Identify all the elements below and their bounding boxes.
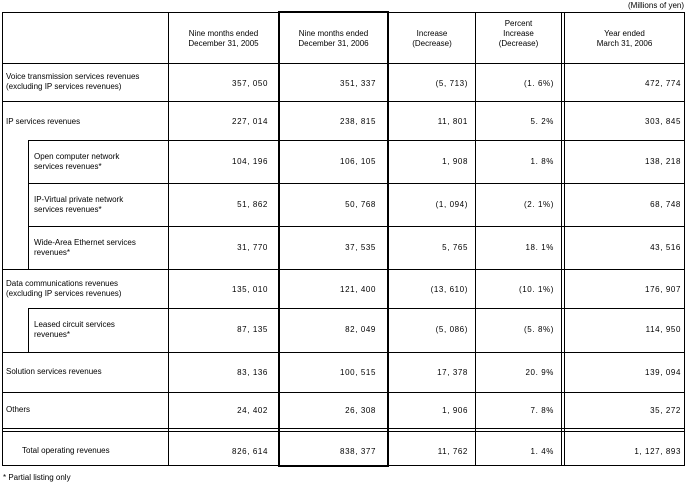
footnote: * Partial listing only xyxy=(3,473,71,482)
cell-value: 135, 010 xyxy=(232,285,268,294)
header-col-5-line1: Year ended xyxy=(604,29,645,38)
header-col-5-line2: March 31, 2006 xyxy=(596,39,653,48)
row-divider xyxy=(2,101,685,102)
cell-value: 5, 765 xyxy=(442,243,468,252)
cell-value: 303, 845 xyxy=(645,117,681,126)
header-col-1-line2: December 31, 2005 xyxy=(188,39,259,48)
cell-value: (10. 1%) xyxy=(518,285,554,294)
cell-value: 35, 272 xyxy=(650,406,681,415)
row-divider xyxy=(28,226,685,227)
row-label-line1: Leased circuit services xyxy=(34,320,115,329)
header-col-1-line1: Nine months ended xyxy=(188,29,259,38)
unit-note: (Millions of yen) xyxy=(627,1,684,10)
cell-value: 238, 815 xyxy=(340,117,376,126)
row-divider xyxy=(2,392,685,393)
row-label xyxy=(6,405,30,415)
cell-value: 826, 614 xyxy=(232,447,268,456)
cell-value: (5. 8%) xyxy=(524,325,554,334)
cell-value: 11, 762 xyxy=(437,447,468,456)
highlight-top xyxy=(278,11,389,13)
row-label-line2: revenues* xyxy=(34,330,71,339)
indent-line-data xyxy=(28,308,29,352)
cell-value: 37, 535 xyxy=(345,243,376,252)
cell-value: 43, 516 xyxy=(650,243,681,252)
cell-value: 472, 774 xyxy=(645,79,681,88)
row-label xyxy=(34,320,115,340)
header-col-4-line1: Percent xyxy=(504,19,533,28)
cell-value: 83, 136 xyxy=(237,368,268,377)
row-label-line2: services revenues* xyxy=(34,205,102,214)
row-label-line1: IP services revenues xyxy=(6,117,81,126)
indent-line-ip xyxy=(28,140,29,269)
header-col-5 xyxy=(565,29,684,49)
cell-value: 351, 337 xyxy=(340,79,376,88)
cell-value: 114, 950 xyxy=(645,325,681,334)
header-col-1 xyxy=(169,29,278,49)
cell-value: 87, 135 xyxy=(237,325,268,334)
cell-value: (2. 1%) xyxy=(524,200,554,209)
cell-value: (5, 086) xyxy=(435,325,468,334)
cell-value: 138, 218 xyxy=(645,157,681,166)
row-label-line1: Solution services revenues xyxy=(6,367,102,376)
col-divider-double-a xyxy=(561,12,562,465)
cell-value: 106, 105 xyxy=(340,157,376,166)
cell-value: (1. 6%) xyxy=(524,79,554,88)
cell-value: 1, 127, 893 xyxy=(634,447,681,456)
row-label xyxy=(6,279,121,299)
cell-value: 1, 906 xyxy=(442,406,468,415)
cell-value: 20. 9% xyxy=(525,368,554,377)
cell-value: 176, 907 xyxy=(645,285,681,294)
row-label-line2: (excluding IP services revenues) xyxy=(6,82,122,91)
cell-value: 26, 308 xyxy=(345,406,376,415)
header-col-2 xyxy=(280,29,387,49)
header-col-3 xyxy=(389,29,475,49)
cell-value: 11, 801 xyxy=(437,117,468,126)
row-label xyxy=(34,152,119,172)
header-col-3-line1: Increase xyxy=(416,29,448,38)
cell-value: 18. 1% xyxy=(525,243,554,252)
cell-value: 31, 770 xyxy=(237,243,268,252)
cell-value: (5, 713) xyxy=(435,79,468,88)
cell-value: 24, 402 xyxy=(237,406,268,415)
cell-value: 50, 768 xyxy=(345,200,376,209)
row-divider xyxy=(2,269,685,270)
row-label-line1: Voice transmission services revenues xyxy=(6,72,140,81)
cell-value: 227, 014 xyxy=(232,117,268,126)
row-label-line2: (excluding IP services revenues) xyxy=(6,289,122,298)
row-divider xyxy=(28,308,685,309)
border-left xyxy=(2,12,3,465)
header-col-2-line2: December 31, 2006 xyxy=(298,39,369,48)
cell-value: 51, 862 xyxy=(237,200,268,209)
cell-value: 104, 196 xyxy=(232,157,268,166)
cell-value: 1. 8% xyxy=(530,157,554,166)
cell-value: 82, 049 xyxy=(345,325,376,334)
cell-value: 100, 515 xyxy=(340,368,376,377)
header-col-4 xyxy=(476,19,561,49)
cell-value: 838, 377 xyxy=(340,447,376,456)
header-col-2-line1: Nine months ended xyxy=(298,29,369,38)
col-divider-double-b xyxy=(564,12,565,465)
row-label xyxy=(34,195,123,215)
row-divider xyxy=(28,183,685,184)
row-label-line1: Wide-Area Ethernet services xyxy=(34,238,136,247)
col-divider xyxy=(168,12,169,465)
row-divider xyxy=(28,140,685,141)
cell-value: 357, 050 xyxy=(232,79,268,88)
row-label-line1: Total operating revenues xyxy=(22,446,110,455)
row-divider-double-b xyxy=(2,431,685,432)
cell-value: (1, 094) xyxy=(435,200,468,209)
row-label xyxy=(6,367,102,377)
row-label xyxy=(6,72,139,92)
row-divider xyxy=(2,352,685,353)
border-header-bottom xyxy=(2,63,685,64)
highlight-bottom xyxy=(278,465,389,467)
col-divider xyxy=(475,12,476,465)
row-label-total xyxy=(22,446,110,456)
cell-value: 121, 400 xyxy=(340,285,376,294)
cell-value: (13, 610) xyxy=(430,285,468,294)
border-right xyxy=(684,12,685,465)
row-label-line1: Open computer network xyxy=(34,152,120,161)
row-label-line2: services revenues* xyxy=(34,162,102,171)
cell-value: 1. 4% xyxy=(530,447,554,456)
cell-value: 68, 748 xyxy=(650,200,681,209)
col-divider-highlight-right xyxy=(387,12,389,465)
header-col-4-line3: (Decrease) xyxy=(498,39,539,48)
row-label-line1: Data communications revenues xyxy=(6,279,119,288)
header-col-4-line2: Increase xyxy=(503,29,534,38)
cell-value: 17, 378 xyxy=(437,368,468,377)
row-label-line2: revenues* xyxy=(34,248,71,257)
row-label xyxy=(34,238,136,258)
cell-value: 1, 908 xyxy=(442,157,468,166)
col-divider-highlight-left xyxy=(278,12,280,465)
row-label-line1: Others xyxy=(6,405,31,414)
row-divider-double-a xyxy=(2,428,685,429)
cell-value: 7. 8% xyxy=(530,406,554,415)
header-col-3-line2: (Decrease) xyxy=(412,39,452,48)
row-label-line1: IP-Virtual private network xyxy=(34,195,124,204)
cell-value: 139, 094 xyxy=(645,368,681,377)
row-label xyxy=(6,117,80,127)
cell-value: 5. 2% xyxy=(530,117,554,126)
